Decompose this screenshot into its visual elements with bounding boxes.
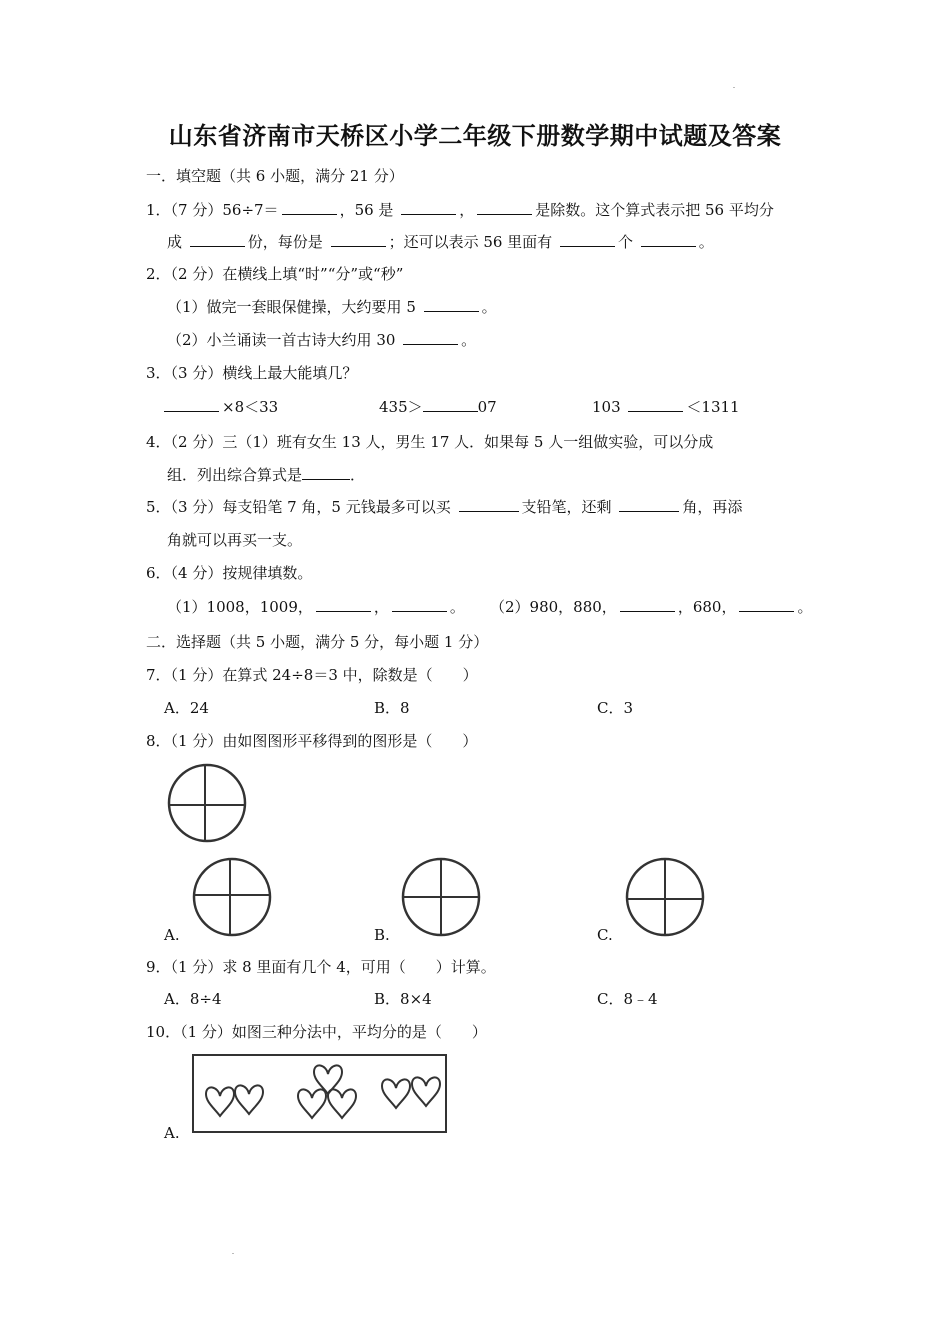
question-8-heading: 8．（1 分）由如图图形平移得到的图形是（ ） — [146, 732, 478, 750]
heart-icon — [328, 1089, 356, 1118]
q5-text-c: 角，再添 — [682, 498, 743, 516]
q8-option-b[interactable]: B. — [374, 926, 390, 944]
q2-item-2-text: （2）小兰诵读一首古诗大约用 30 — [167, 331, 401, 349]
q1-text-a: 1．（7 分）56÷7＝ — [146, 201, 279, 219]
question-9-heading: 9．（1 分）求 8 里面有几个 4，可用（ ）计算。 — [146, 958, 496, 976]
answer-blank[interactable] — [392, 597, 447, 612]
q8-option-a-circle — [191, 856, 273, 938]
q5-text-b: 支铅笔，还剩 — [521, 498, 617, 516]
question-3-part-1 — [164, 397, 278, 417]
q6-item-2-text-b: ，680， — [677, 598, 737, 616]
q3-part-3-text-a: 103 — [592, 398, 626, 416]
q4-text-c: ． — [350, 466, 366, 484]
question-10-heading: 10．（1 分）如图三种分法中，平均分的是（ ） — [146, 1023, 487, 1041]
question-2-item-2 — [167, 330, 476, 350]
section-1-heading: 一．填空题（共 6 小题，满分 21 分） — [146, 167, 404, 185]
q1-text-c: ， — [459, 201, 475, 219]
q1-text-f: 份，每份是 — [247, 233, 328, 251]
q1-text-b: ，56 是 — [339, 201, 399, 219]
question-5-line-2: 角就可以再买一支。 — [167, 531, 303, 549]
q3-part-1-text: ×8＜33 — [222, 398, 279, 416]
question-7-heading: 7．（1 分）在算式 24÷8＝3 中，除数是（ ） — [146, 666, 478, 684]
q3-part-3-text-b: ＜1311 — [686, 398, 740, 416]
q3-part-2-text-b: 07 — [477, 398, 497, 416]
q1-text-d: 是除数。这个算式表示把 56 平均分 — [535, 201, 774, 219]
answer-blank[interactable] — [620, 597, 675, 612]
q1-text-g: ；还可以表示 56 里面有 — [388, 233, 557, 251]
heart-icon — [382, 1079, 410, 1108]
answer-blank[interactable] — [316, 597, 371, 612]
q8-option-c-circle — [624, 856, 706, 938]
q7-option-b[interactable]: B．8 — [374, 699, 410, 717]
q4-text-b: 组．列出综合算式是 — [167, 466, 303, 484]
question-3-part-2 — [379, 397, 497, 417]
answer-blank[interactable] — [424, 297, 479, 312]
scan-speck — [733, 87, 735, 88]
question-3-heading: 3．（3 分）横线上最大能填几？ — [146, 364, 358, 382]
answer-blank[interactable] — [423, 397, 478, 412]
question-2-heading: 2．（2 分）在横线上填“时”“分”或“秒” — [146, 265, 404, 283]
q8-option-a[interactable]: A. — [164, 926, 180, 944]
q7-option-a[interactable]: A．24 — [164, 699, 209, 717]
q1-text-i: 。 — [698, 233, 714, 251]
answer-blank[interactable] — [302, 465, 350, 480]
answer-blank[interactable] — [628, 397, 683, 412]
q6-item-1-text-c: 。 — [449, 598, 465, 616]
q2-item-2-end: 。 — [461, 331, 477, 349]
q8-reference-circle — [166, 762, 248, 844]
question-6-heading: 6．（4 分）按规律填数。 — [146, 564, 313, 582]
section-2-heading: 二．选择题（共 5 小题，满分 5 分，每小题 1 分） — [146, 633, 489, 651]
scan-speck — [232, 1253, 234, 1254]
answer-blank[interactable] — [164, 397, 219, 412]
q8-option-c[interactable]: C. — [597, 926, 613, 944]
q10-option-a[interactable]: A. — [164, 1124, 180, 1142]
q2-item-1-end: 。 — [481, 298, 497, 316]
q6-item-1-text-a: （1）1008，1009， — [167, 598, 313, 616]
answer-blank[interactable] — [190, 232, 245, 247]
question-1-line-2 — [167, 232, 714, 252]
answer-blank[interactable] — [282, 200, 337, 215]
question-4-line-1: 4．（2 分）三（1）班有女生 13 人，男生 17 人．如果每 5 人一组做实验，可以分成 — [146, 433, 714, 451]
q6-item-2-text-c: 。 — [797, 598, 813, 616]
question-3-part-3 — [592, 397, 740, 417]
q9-option-c[interactable]: C．8﹣4 — [597, 990, 658, 1008]
q3-part-2-text-a: 435＞ — [379, 398, 423, 416]
q7-option-c[interactable]: C．3 — [597, 699, 634, 717]
heart-icon — [235, 1085, 263, 1114]
heart-icon — [412, 1077, 440, 1106]
answer-blank[interactable] — [459, 497, 519, 512]
q1-text-h: 个 — [617, 233, 638, 251]
answer-blank[interactable] — [403, 330, 458, 345]
q1-text-e: 成 — [167, 233, 187, 251]
q5-text-a: 5．（3 分）每支铅笔 7 角，5 元钱最多可以买 — [146, 498, 456, 516]
q8-option-b-circle — [400, 856, 482, 938]
q6-item-2-text-a: （2）980，880， — [490, 598, 617, 616]
heart-icon — [298, 1089, 326, 1118]
question-4-line-2 — [167, 465, 365, 485]
answer-blank[interactable] — [401, 200, 456, 215]
q6-item-1-text-b: ， — [373, 598, 389, 616]
answer-blank[interactable] — [619, 497, 679, 512]
q10-hearts-figure — [192, 1054, 447, 1133]
question-6-item-1 — [167, 597, 465, 617]
page-title: 山东省济南市天桥区小学二年级下册数学期中试题及答案 — [168, 122, 782, 150]
question-5-line-1 — [146, 497, 742, 517]
answer-blank[interactable] — [477, 200, 532, 215]
heart-icon — [206, 1087, 234, 1116]
answer-blank[interactable] — [331, 232, 386, 247]
question-2-item-1 — [167, 297, 497, 317]
q9-option-b[interactable]: B．8×4 — [374, 990, 432, 1008]
answer-blank[interactable] — [560, 232, 615, 247]
answer-blank[interactable] — [641, 232, 696, 247]
question-6-item-2 — [490, 597, 812, 617]
answer-blank[interactable] — [739, 597, 794, 612]
question-1-line-1 — [146, 200, 774, 220]
q2-item-1-text: （1）做完一套眼保健操，大约要用 5 — [167, 298, 421, 316]
q9-option-a[interactable]: A．8÷4 — [164, 990, 222, 1008]
